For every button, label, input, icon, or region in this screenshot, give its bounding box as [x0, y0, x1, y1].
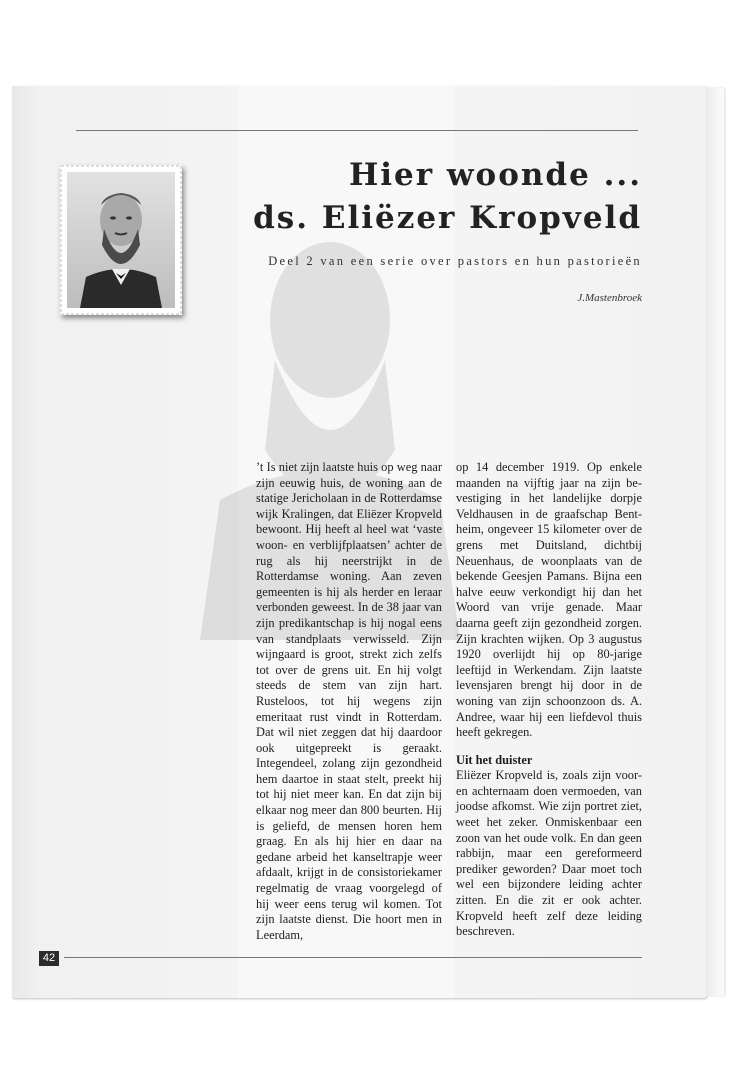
page-title	[253, 154, 642, 240]
section-heading: Uit het duister	[456, 752, 533, 767]
paragraph: Eliëzer Kropveld is, zoals zijn voor- en achternaam doen vermoeden, van joodse afkomst. Wie zijn portret ziet, weet het zeker. Onmiskenbaar een zoon van het oude volk. En dan geen rabbijn, maar een gereformeerd prediker geworden? Daar moet toch wel een bijzondere leiding achter zitten. En die zit er ook achter. Kropveld heeft zelf deze leiding beschreven.	[456, 768, 642, 939]
bottom-rule	[64, 957, 642, 958]
author-byline: J.Mastenbroek	[577, 292, 642, 304]
paragraph: op 14 december 1919. Op enkele maanden na vijftig jaar na zijn bevestiging in het landelijke dorpje Veldhausen in de graafschap Bentheim, ongeveer 15 kilometer over de grens met Duitsland, dichtbij Neuenhaus, de woonplaats van de bekende Geesjen Pamans. Bijna een halve eeuw verkondigt hij dan het Woord van vrije genade. Maar daarna geeft zijn gezondheid zorgen. Zijn krachten wijken. Op 3 augustus 1920 overlijdt hij op 80-jarige leeftijd in Werkendam. Zijn laatste levensjaren brengt hij door in de woning van zijn schoonzoon ds. A. Andree, waar hij een liefdevol thuis heeft gekregen.	[456, 460, 642, 740]
page-number: 42	[39, 951, 59, 966]
title-line-2: ds. Eliëzer Kropveld	[253, 200, 642, 236]
text-column-1	[256, 460, 442, 943]
subtitle: Deel 2 van een serie over pastors en hun pastorieën	[268, 254, 642, 268]
text-column-2	[456, 460, 642, 940]
portrait-photo	[60, 165, 182, 315]
paragraph: ’t Is niet zijn laatste huis op weg naar zijn eeuwig huis, de woning aan de statige Jericholaan in de Rotterdamse wijk Kralingen, dat Eliëzer Kropveld bewoont. Hij heeft al heel wat ‘vaste woon- en verblijfplaatsen’ achter de rug als hij neerstrijkt in de Rotterdamse woning. Aan zeven gemeenten is hij als herder en leraar verbonden geweest. In de 38 jaar van zijn predikantschap is hij nogal eens van standplaats verwisseld. Zijn wijngaard is groot, strekt zich zelfs tot over de grens uit. En hij volgt steeds de stem van zijn hart. Rusteloos, tot hij wegens zijn emeritaat rust vindt in Rotterdam. Dat wil niet zeggen dat hij daardoor ook uitgepreekt is geraakt. Integendeel, zolang zijn gezondheid hem daartoe in staat stelt, preekt hij tot hij niet meer kan. En dat zijn bij elkaar nog meer dan 800 beurten. Hij is geliefd, de mensen horen hem graag. En als hij hier en daar na gedane arbeid het kanseltrapje weer afdaalt, krijgt in de consistoriekamer regelmatig de vraag voorgelegd of hij weer eens terug wil komen. Tot zijn laatste dienst. Die hoort men in Leerdam,	[256, 460, 442, 942]
title-line-1: Hier woonde ...	[348, 157, 642, 193]
page-edge	[706, 88, 724, 996]
top-rule	[76, 130, 638, 131]
